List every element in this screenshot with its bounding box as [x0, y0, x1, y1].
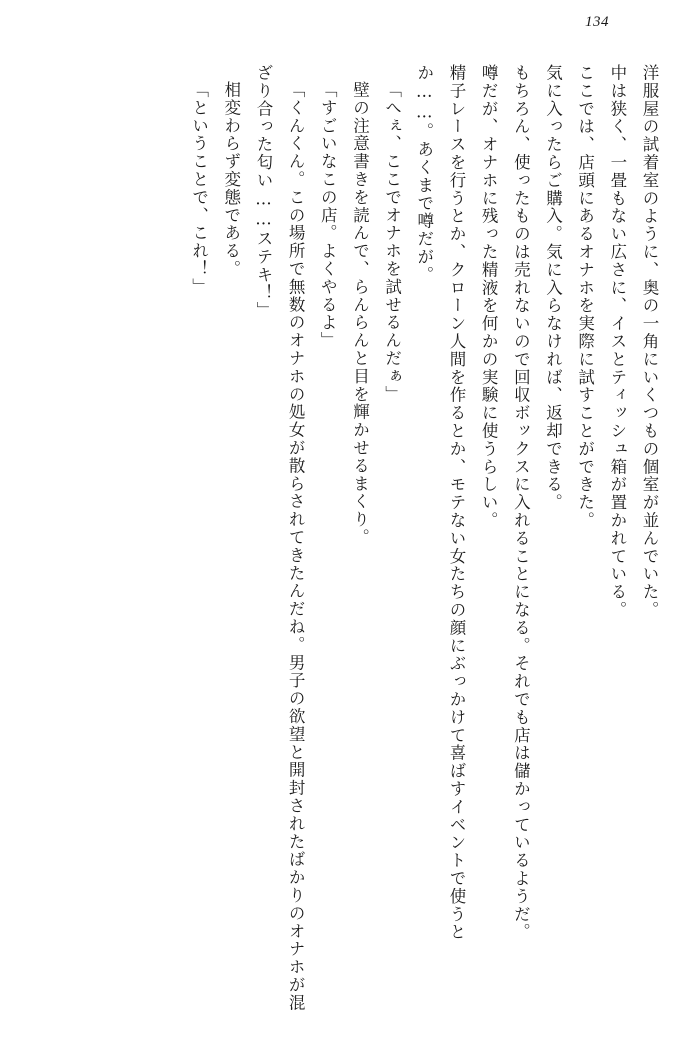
paragraph: 相変わらず変態である。 [221, 80, 241, 278]
paragraph: 中は狭く、一畳もない広さに、イスとティッシュ箱が置かれている。 [607, 64, 627, 619]
paragraph: 「くんくん。この場所で無数のオナホの処女が散らされてきたんだね。男子の欲望と開封されたばかりのオナホが混ざり合った匂い……ステキ！」 [253, 64, 306, 1012]
paragraph: 噂だが、オナホに残った精液を何かの実験に使うらしい。 [479, 64, 499, 530]
paragraph: 精子レースを行うとか、クローン人間を作るとか、モテない女たちの顔にぶっかけて喜ばすイベントで使うとか……。あくまで噂だが。 [414, 64, 466, 942]
page-body-text [28, 64, 665, 1014]
paragraph: もちろん、使ったものは売れないので回収ボックスに入れることになる。それでも店は儲かっているようだ。 [511, 64, 531, 942]
paragraph: 「すごいなこの店。よくやるよ」 [318, 80, 338, 349]
paragraph: 壁の注意書きを読んで、らんらんと目を輝かせるまくり。 [350, 80, 370, 546]
paragraph: 洋服屋の試着室のように、奥の一角にいくつもの個室が並んでいた。 [640, 64, 659, 619]
paragraph: 気に入ったらご購入。気に入らなければ、返却できる。 [543, 64, 563, 512]
page-number: 134 [585, 14, 609, 30]
paragraph: 「ということで、これ！」 [189, 80, 209, 296]
paragraph: ここでは、店頭にあるオナホを実際に試すことができた。 [575, 64, 595, 530]
paragraph: 「へぇ、ここでオナホを試せるんだぁ」 [382, 80, 402, 403]
